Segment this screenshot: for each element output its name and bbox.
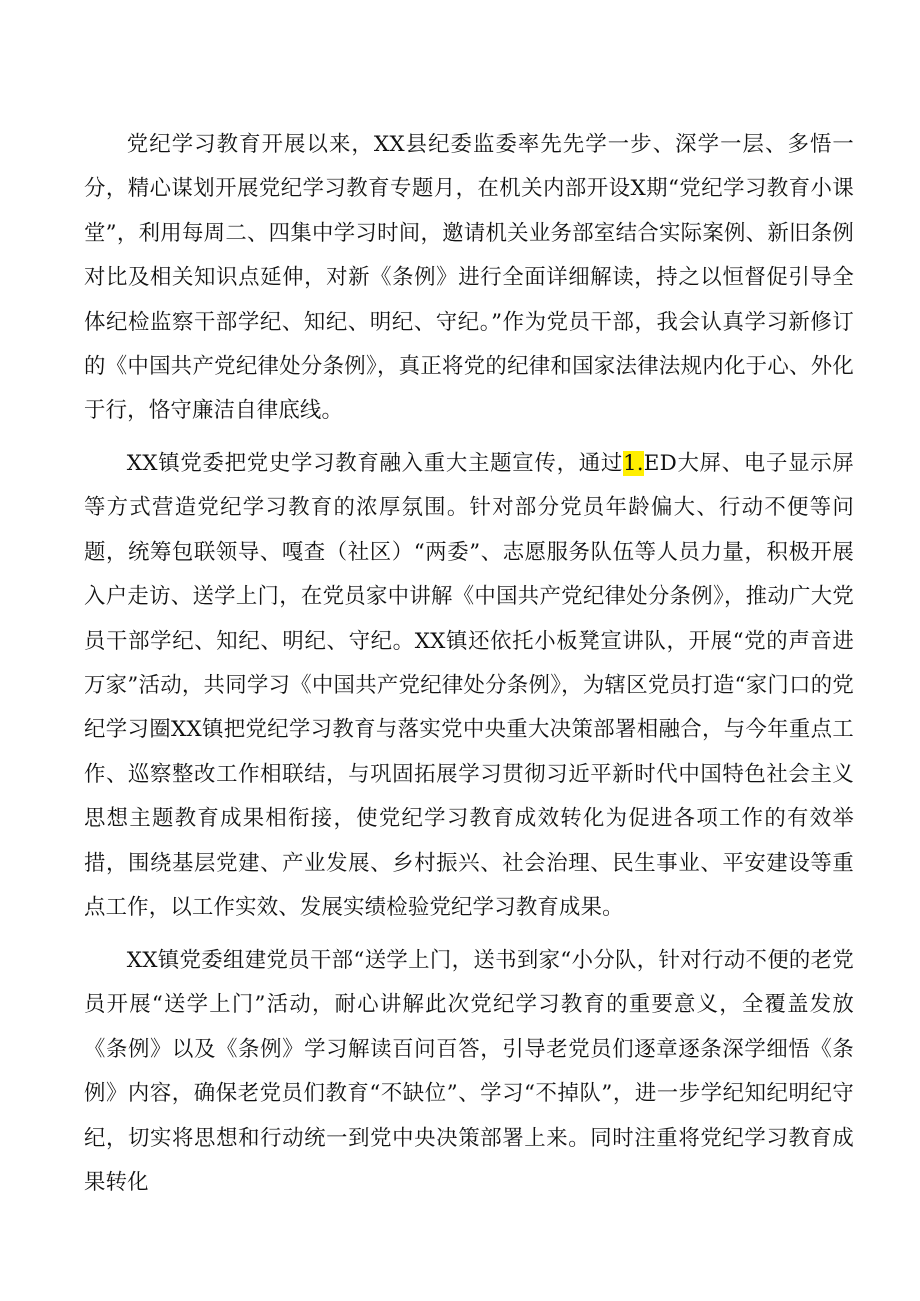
- paragraph-2: [84, 442, 854, 930]
- paragraph-2-lead-text: XX镇党委把党史学习教育融入重大主题宣传，通过: [126, 451, 623, 476]
- paragraph-3: XX镇党委组建党员干部“送学上门，送书到家“小分队，针对行动不便的老党员开展“送学上门”活动，耐心讲解此次党纪学习教育的重要意义，全覆盖发放《条例》以及《条例》学习解读百问百答，引导老党员们逐章逐条深学细悟《条例》内容，确保老党员们教育“不缺位”、学习“不掉队”，进一步学纪知纪明纪守纪，切实将思想和行动统一到党中央决策部署上来。同时注重将党纪学习教育成果转化: [84, 948, 854, 1196]
- paragraph-2-body-text: ED大屏、电子显示屏等方式营造党纪学习教育的浓厚氛围。针对部分党员年龄偏大、行动不便等问题，统筹包联领导、嘎查（社区）“两委”、志愿服务队伍等人员力量，积极开展入户走访、送学上门，在党员家中讲解《中国共产党纪律处分条例》，推动广大党员干部学纪、知纪、明纪、守纪。XX镇还依托小板凳宣讲队，开展“党的声音进万家”活动，共同学习《中国共产党纪律处分条例》，为辖区党员打造“家门口的党纪学习圈XX镇把党纪学习教育与落实党中央重大决策部署相融合，与今年重点工作、巡察整改工作相联结，与巩固拓展学习贯彻习近平新时代中国特色社会主义思想主题教育成果相衔接，使党纪学习教育成效转化为促进各项工作的有效举措，围绕基层党建、产业发展、乡村振兴、社会治理、民生事业、平安建设等重点工作，以工作实效、发展实绩检验党纪学习教育成果。: [84, 451, 855, 921]
- highlighted-text: 1.: [622, 451, 644, 476]
- paragraph-1: 党纪学习教育开展以来，XX县纪委监委率先先学一步、深学一层、多悟一分，精心谋划开展党纪学习教育专题月，在机关内部开设X期“党纪学习教育小课堂”，利用每周二、四集中学习时间，邀请机关业务部室结合实际案例、新旧条例对比及相关知识点延伸，对新《条例》进行全面详细解读，持之以恒督促引导全体纪检监察干部学纪、知纪、明纪、守纪。”作为党员干部，我会认真学习新修订的《中国共产党纪律处分条例》，真正将党的纪律和国家法律法规内化于心、外化于行，恪守廉洁自律底线。: [84, 132, 854, 424]
